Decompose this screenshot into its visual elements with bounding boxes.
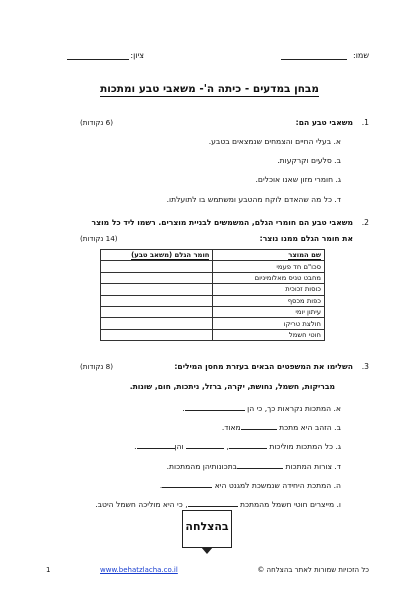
table-row [101, 284, 325, 295]
answer-blank[interactable] [241, 421, 277, 430]
q3-number: 3. [361, 362, 369, 371]
table-cell-answer[interactable] [101, 306, 213, 317]
table-cell-answer[interactable] [101, 318, 213, 329]
word-bank: מבריקות, חשמל, נחושת, יקרה, ברזל, ניתכות, חום, שונות. [129, 382, 335, 391]
copyright-notice: כל הזכויות שמורות לאתר בהצלחה © [257, 566, 369, 574]
table-cell-answer[interactable] [101, 261, 213, 272]
q2-text-line2: את חומר הגלם ממנו נוצר: [259, 234, 353, 243]
answer-blank[interactable] [162, 479, 212, 488]
q2-points: (14 נקודות) [80, 234, 118, 243]
q1-number: 1. [361, 118, 369, 127]
page-number: 1 [46, 566, 51, 574]
table-cell-product: כפות מכסף [213, 295, 325, 306]
grade-label: ציון: [130, 51, 144, 60]
q1-option-c[interactable]: ג. חומרי מזון שאנו אוכלים. [255, 175, 341, 184]
q1-option-b[interactable]: ב. סלעים וקרקעות. [277, 156, 341, 165]
q3-sentence-b: ב. הזהב היא מתכת מאוד. [221, 423, 341, 432]
table-cell-product: חולצת טריקו [213, 318, 325, 329]
q3-sentence-d: ד. צורות המתכות בתכונותיהן מהמתכות. [166, 462, 341, 471]
table-cell-product: עיתון יומי [213, 306, 325, 317]
table-row [101, 318, 325, 329]
answer-blank[interactable] [229, 440, 267, 449]
answer-blank[interactable] [188, 498, 238, 507]
table-row [101, 329, 325, 340]
table-header-product: שם המוצר [213, 250, 325, 261]
table-header-row [101, 250, 325, 261]
q1-text: משאבי טבע הם: [295, 118, 353, 127]
table-cell-product: מחבט טניס מאלומיניום [213, 272, 325, 283]
table-cell-product: סכו"ם חד פעמי [213, 261, 325, 272]
name-field-line[interactable] [281, 59, 347, 60]
table-row [101, 272, 325, 283]
q3-text: השלימו את המשפטים הבאים בעזרת מחסן המילים: [174, 362, 353, 371]
table-cell-answer[interactable] [101, 272, 213, 283]
answer-blank[interactable] [186, 440, 224, 449]
q3-sentence-e: ה. המתכת היחידה שנמשכת למגנט היא . [159, 481, 341, 490]
website-link[interactable]: www.behatzlacha.co.il [100, 566, 178, 574]
q1-points: (6 נקודות) [80, 118, 114, 127]
q1-option-d[interactable]: ד. כל מה שהאדם לוקח מהטבע ומשתמש בו לתועלתו. [166, 195, 341, 204]
q1-option-a[interactable]: א. בעלי החיים והצמחים שנמצאים בטבע. [208, 137, 341, 146]
table-header-material: חומר הגלם (משאב טבע) [101, 250, 213, 261]
table-row [101, 306, 325, 317]
name-label: שמו: [353, 51, 369, 60]
table-cell-product: כוסות זכוכית [213, 284, 325, 295]
q3-points: (8 נקודות) [80, 362, 114, 371]
table-cell-answer[interactable] [101, 295, 213, 306]
answer-blank[interactable] [185, 402, 245, 411]
q3-sentence-f: ו. מייצרים חוטי חשמל מהמתכת , כי היא מוליכה חשמל היטב. [95, 500, 341, 509]
q3-sentence-c: ג. כל המתכות מוליכות , והן. [134, 442, 341, 451]
table-cell-product: חוטי חשמל [213, 329, 325, 340]
q2-text-line1: משאבי טבע הם חומרי הגלם, המשמשים לבניית מוצרים. רשמו ליד כל מוצר [91, 218, 353, 227]
speech-bubble-tail [201, 547, 213, 554]
grade-field-line[interactable] [67, 59, 129, 60]
behatzlacha-logo: בהצלחה [182, 510, 232, 548]
answer-blank[interactable] [237, 460, 283, 469]
materials-table [100, 249, 325, 341]
table-cell-answer[interactable] [101, 329, 213, 340]
table-row [101, 261, 325, 272]
page-title: מבחן במדעים - כיתה ה'- משאבי טבע ומתכות [100, 83, 319, 95]
q2-number: 2. [361, 218, 369, 227]
answer-blank[interactable] [137, 440, 175, 449]
table-cell-answer[interactable] [101, 284, 213, 295]
table-row [101, 295, 325, 306]
q3-sentence-a: א. המתכות נקראות כך, כי הן . [182, 404, 341, 413]
